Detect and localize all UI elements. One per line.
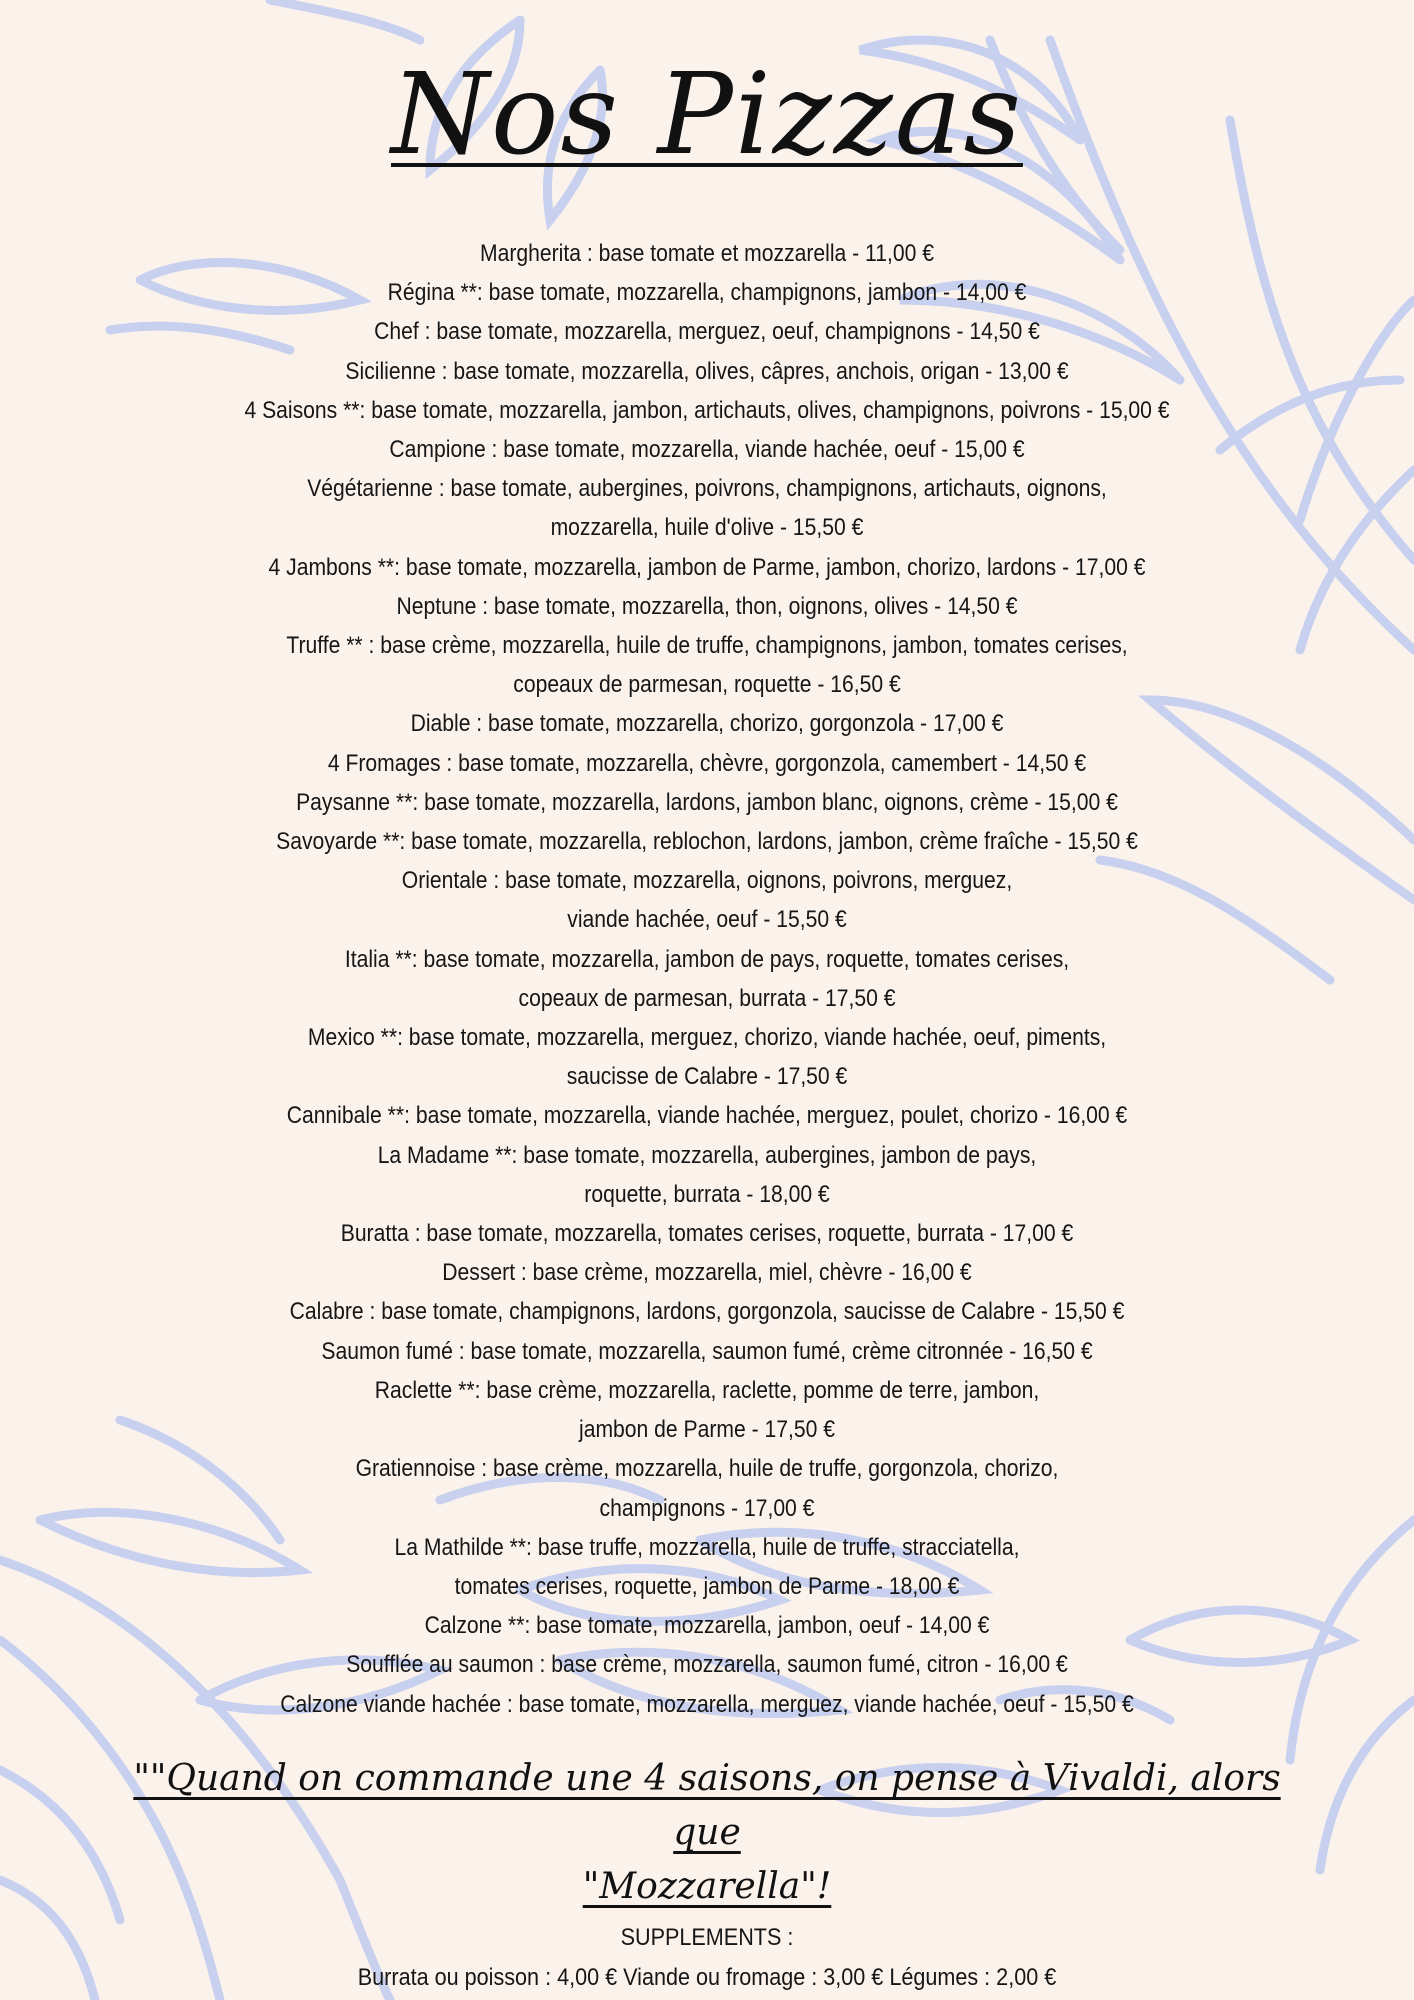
menu-line: viande hachée, oeuf - 15,50 € [567, 906, 847, 934]
menu-line: Sicilienne : base tomate, mozzarella, olives, câpres, anchois, origan - 13,00 € [345, 357, 1069, 385]
menu-line: champignons - 17,00 € [599, 1494, 815, 1522]
menu-line: Orientale : base tomate, mozzarella, oignons, poivrons, merguez, [401, 867, 1013, 895]
menu-line: Neptune : base tomate, mozzarella, thon, oignons, olives - 14,50 € [396, 592, 1018, 620]
menu-line: roquette, burrata - 18,00 € [584, 1180, 830, 1208]
menu-line: Soufflée au saumon : base crème, mozzarella, saumon fumé, citron - 16,00 € [346, 1651, 1068, 1679]
menu-line: tomates cerises, roquette, jambon de Parme - 18,00 € [454, 1572, 960, 1600]
menu-line: Calzone viande hachée : base tomate, mozzarella, merguez, viande hachée, oeuf - 15,50 € [280, 1690, 1134, 1718]
page-title: Nos Pizzas [391, 50, 1023, 180]
supplements-prices: Burrata ou poisson : 4,00 € Viande ou fromage : 3,00 € Légumes : 2,00 € [357, 1964, 1057, 1991]
menu-line: saucisse de Calabre - 17,50 € [566, 1063, 848, 1091]
supplements-section [0, 1918, 1414, 1998]
menu-line: Chef : base tomate, mozzarella, merguez, oeuf, champignons - 14,50 € [374, 318, 1040, 346]
menu-line: Dessert : base crème, mozzarella, miel, chèvre - 16,00 € [442, 1259, 972, 1287]
menu-line: Diable : base tomate, mozzarella, chorizo, gorgonzola - 17,00 € [410, 710, 1004, 738]
menu-line: Margherita : base tomate et mozzarella - 11,00 € [480, 240, 934, 267]
menu-line: Cannibale **: base tomate, mozzarella, viande hachée, merguez, poulet, chorizo - 16,00 € [286, 1102, 1128, 1130]
menu-line: La Mathilde **: base truffe, mozzarella, huile de truffe, stracciatella, [394, 1533, 1020, 1561]
menu-line: Calzone **: base tomate, mozzarella, jambon, oeuf - 14,00 € [424, 1612, 990, 1640]
menu-line: Calabre : base tomate, champignons, lardons, gorgonzola, saucisse de Calabre - 15,50 € [289, 1298, 1125, 1326]
menu-line: copeaux de parmesan, burrata - 17,50 € [518, 984, 896, 1012]
menu-line: Raclette **: base crème, mozzarella, raclette, pomme de terre, jambon, [374, 1376, 1040, 1404]
menu-line: Gratiennoise : base crème, mozzarella, huile de truffe, gorgonzola, chorizo, [355, 1455, 1059, 1483]
menu-line: La Madame **: base tomate, mozzarella, aubergines, jambon de pays, [377, 1141, 1037, 1169]
menu-line: Végétarienne : base tomate, aubergines, poivrons, champignons, artichauts, oignons, [307, 475, 1107, 503]
vivaldi-quote [100, 1752, 1314, 1914]
menu-line: 4 Saisons **: base tomate, mozzarella, jambon, artichauts, olives, champignons, poivrons - 15,00 € [244, 396, 1170, 424]
quote-line-1: ""Quand on commande une 4 saisons, on pense à Vivaldi, alors que [133, 1758, 1281, 1853]
menu-line: Campione : base tomate, mozzarella, viande hachée, oeuf - 15,00 € [389, 436, 1025, 464]
menu-line: Italia **: base tomate, mozzarella, jambon de pays, roquette, tomates cerises, [344, 945, 1070, 973]
menu-line: Régina **: base tomate, mozzarella, champignons, jambon - 14,00 € [387, 279, 1027, 307]
menu-line: 4 Jambons **: base tomate, mozzarella, jambon de Parme, jambon, chorizo, lardons - 17,00 € [268, 553, 1146, 581]
menu-line: Paysanne **: base tomate, mozzarella, lardons, jambon blanc, oignons, crème - 15,00 € [296, 788, 1118, 816]
supplements-heading: SUPPLEMENTS : [620, 1924, 794, 1951]
quote-line-2: "Mozzarella"! [582, 1866, 832, 1907]
menu-line: Mexico **: base tomate, mozzarella, merguez, chorizo, viande hachée, oeuf, piments, [307, 1024, 1107, 1052]
pizza-menu-list [60, 234, 1354, 1724]
menu-line: copeaux de parmesan, roquette - 16,50 € [513, 671, 901, 699]
menu-line: Savoyarde **: base tomate, mozzarella, reblochon, lardons, jambon, crème fraîche - 15,50 € [276, 828, 1138, 856]
menu-line: mozzarella, huile d'olive - 15,50 € [550, 514, 864, 542]
menu-line: Saumon fumé : base tomate, mozzarella, saumon fumé, crème citronnée - 16,50 € [321, 1337, 1093, 1365]
menu-line: Buratta : base tomate, mozzarella, tomates cerises, roquette, burrata - 17,00 € [340, 1220, 1074, 1248]
menu-line: jambon de Parme - 17,50 € [579, 1416, 835, 1444]
menu-line: Truffe ** : base crème, mozzarella, huile de truffe, champignons, jambon, tomates cerises, [286, 632, 1128, 660]
menu-line: 4 Fromages : base tomate, mozzarella, chèvre, gorgonzola, camembert - 14,50 € [327, 749, 1087, 777]
